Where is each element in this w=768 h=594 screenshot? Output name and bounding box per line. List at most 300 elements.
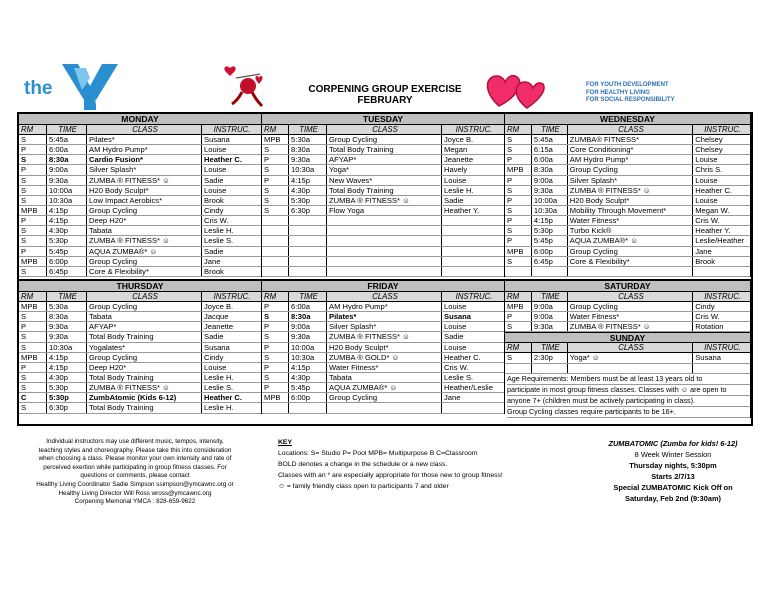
class-name: Group Cycling <box>87 353 202 362</box>
class-name: Water Fitness* <box>568 216 693 225</box>
class-name: AQUA ZUMBA®* ☺ <box>568 236 693 245</box>
class-name: Flow Yoga <box>327 206 442 215</box>
instructor: Louise <box>695 195 718 205</box>
time: 6:00p <box>289 393 327 402</box>
instructor: Jacque <box>204 312 229 322</box>
class-name: ZUMBA ® FITNESS* ☺ <box>568 186 693 195</box>
col-instructor: INSTRUC. <box>704 125 742 134</box>
empty-cell <box>289 236 327 245</box>
class-name: Deep H20* <box>87 363 202 372</box>
column-header <box>505 292 750 302</box>
instructor: Jane <box>444 393 461 403</box>
time: 10:00a <box>532 196 568 205</box>
time: 8:30a <box>289 312 327 321</box>
empty-cell <box>442 226 504 235</box>
class-row[interactable] <box>19 332 261 342</box>
time: 9:00a <box>532 176 568 185</box>
instructor: Brook <box>204 266 224 276</box>
instructor: Susana <box>204 135 230 144</box>
class-row[interactable] <box>19 226 261 236</box>
instructor: Louise <box>695 175 718 185</box>
empty-cell <box>327 247 442 256</box>
class-row[interactable] <box>262 135 504 145</box>
class-row[interactable] <box>505 206 750 216</box>
class-row[interactable] <box>505 257 750 267</box>
class-name: AFYAP* <box>87 322 202 331</box>
class-row[interactable] <box>505 302 750 312</box>
class-row[interactable] <box>262 322 504 332</box>
empty-cell <box>262 236 289 245</box>
col-class: CLASS <box>87 125 202 134</box>
col-instructor: INSTRUC. <box>213 292 251 301</box>
instructor: Louise <box>204 165 227 175</box>
col-rm: RM <box>505 343 532 352</box>
class-name: ZUMBA ® FITNESS* ☺ <box>87 176 202 185</box>
class-row[interactable] <box>505 247 750 257</box>
class-row[interactable] <box>505 176 750 186</box>
time: 4:15p <box>47 363 87 372</box>
note-line: when choosing a class. Please monitor your own intensity and rate of <box>38 455 232 463</box>
instructor: Jeanette <box>444 155 474 165</box>
class-name: Core & Flexibility* <box>87 267 202 276</box>
class-row[interactable] <box>19 363 261 373</box>
room: S <box>19 196 47 205</box>
empty-cell <box>442 247 504 256</box>
class-row[interactable] <box>19 206 261 216</box>
class-row <box>262 267 504 277</box>
class-row[interactable] <box>505 196 750 206</box>
room: S <box>19 135 47 144</box>
time: 9:00a <box>289 322 327 331</box>
instructor: Sadie <box>444 332 464 342</box>
time: 5:45a <box>532 135 568 144</box>
class-row[interactable] <box>19 267 261 277</box>
empty-cell <box>327 236 442 245</box>
time: 6:00a <box>47 145 87 154</box>
requirement-line: participate in most group fitness classes. Classes with ☺ are open to <box>507 385 750 396</box>
time: 10:00a <box>47 186 87 195</box>
instructor: Cris W. <box>204 216 229 226</box>
room: P <box>505 196 532 205</box>
class-row[interactable] <box>19 196 261 206</box>
instructor: Louise <box>444 175 467 185</box>
column-header <box>262 125 504 135</box>
class-name: ZUMBA ® FITNESS* ☺ <box>87 383 202 392</box>
day-section-friday <box>262 281 505 414</box>
instructor: Chris S. <box>695 165 723 175</box>
col-class: CLASS <box>568 343 693 352</box>
class-name: Low Impact Aerobics* <box>87 196 202 205</box>
instructor: Jane <box>204 256 221 266</box>
time: 5:30a <box>47 302 87 311</box>
class-name: AM Hydro Pump* <box>568 155 693 164</box>
class-name: Total Body Training <box>87 403 202 412</box>
class-name: Deep H20* <box>87 216 202 225</box>
room: S <box>19 373 47 382</box>
instructor: Rotation <box>695 322 724 332</box>
instructor: Sadie <box>204 332 224 342</box>
col-rm: RM <box>19 292 47 301</box>
col-instructor: INSTRUC. <box>704 343 742 353</box>
time: 6:00a <box>289 302 327 311</box>
time: 9:30a <box>47 176 87 185</box>
logo-text: the <box>24 78 53 99</box>
instructor: Cindy <box>204 352 224 362</box>
class-row[interactable] <box>19 343 261 353</box>
note-line: perceived exertion while participating in group fitness classes. For <box>43 463 227 471</box>
time: 8:30a <box>47 155 87 164</box>
room: P <box>19 145 47 154</box>
time: 5:45a <box>47 135 87 144</box>
class-row[interactable] <box>505 312 750 322</box>
class-row[interactable] <box>19 403 261 413</box>
class-row[interactable] <box>19 165 261 175</box>
empty-cell <box>327 216 442 225</box>
time: 8:30a <box>47 312 87 321</box>
instructor: Louise <box>204 185 227 195</box>
time: 4:30p <box>47 226 87 235</box>
instructor: Susana <box>695 353 721 363</box>
room: C <box>19 393 47 402</box>
requirement-line: Group Cycling classes require participants to be 16+. <box>507 407 750 418</box>
empty-cell <box>568 364 693 373</box>
time: 8:30a <box>289 145 327 154</box>
time: 9:30a <box>47 322 87 331</box>
class-row <box>505 364 750 374</box>
note-line: Healthy Living Director Will Ross wross@ymcawnc.org <box>58 489 212 497</box>
room: P <box>505 176 532 185</box>
class-name: H20 Body Sculpt* <box>327 343 442 352</box>
class-row[interactable] <box>262 373 504 383</box>
col-rm: RM <box>505 125 532 134</box>
room: MPB <box>19 206 47 215</box>
room: S <box>19 403 47 412</box>
room: P <box>505 236 532 245</box>
instructor: Sadie <box>204 175 224 185</box>
hearts-illustration <box>483 70 545 110</box>
room: S <box>505 145 532 154</box>
class-row[interactable] <box>19 216 261 226</box>
col-time: TIME <box>289 292 327 301</box>
room: P <box>19 363 47 372</box>
key-line: Classes with an * are especially appropriate for those new to group fitness! <box>278 472 503 479</box>
instructor: Susana <box>444 312 472 322</box>
empty-cell <box>289 216 327 225</box>
column-header <box>19 125 261 135</box>
time: 9:00a <box>532 312 568 321</box>
instructor: Heather C. <box>444 352 481 362</box>
class-name: Core Conditioning* <box>568 145 693 154</box>
room: S <box>505 135 532 144</box>
col-rm: RM <box>19 125 47 134</box>
note-line: questions or comments, please contact <box>80 472 190 480</box>
class-name: ZumbAtomic (Kids 6-12) <box>87 393 202 402</box>
class-name: H20 Body Sculpt* <box>87 186 202 195</box>
empty-cell <box>289 403 327 412</box>
empty-cell <box>505 267 532 276</box>
instructor: Sadie <box>444 195 464 205</box>
instructor: Sadie <box>204 246 224 256</box>
class-row[interactable] <box>19 247 261 257</box>
ymca-logo <box>22 60 122 112</box>
class-name: ZUMBA ® FITNESS* ☺ <box>327 196 442 205</box>
class-row[interactable] <box>505 226 750 236</box>
class-row[interactable] <box>505 236 750 246</box>
class-row[interactable] <box>19 135 261 145</box>
instructor: Louise <box>444 342 467 352</box>
empty-cell <box>262 216 289 225</box>
time: 9:30a <box>289 155 327 164</box>
room: P <box>19 322 47 331</box>
instructor: Louise <box>444 322 467 332</box>
column-header <box>19 292 261 302</box>
class-name: Tabata <box>327 373 442 382</box>
instructor: Joyce B. <box>444 135 474 144</box>
class-row[interactable] <box>262 165 504 175</box>
instructor: Heather C. <box>204 393 242 403</box>
time: 6:30p <box>289 206 327 215</box>
empty-cell <box>693 364 750 373</box>
day-header: SUNDAY <box>505 332 750 343</box>
room: S <box>262 373 289 382</box>
instructor: Louise <box>204 362 227 372</box>
class-row[interactable] <box>262 302 504 312</box>
class-name: Group Cycling <box>87 257 202 266</box>
room: S <box>19 155 47 164</box>
room: S <box>505 226 532 235</box>
class-row <box>262 216 504 226</box>
time: 6:00p <box>532 247 568 256</box>
class-name: ZUMBA® FITNESS* <box>568 135 693 144</box>
zumba-line: 8 Week Winter Session <box>634 450 712 459</box>
empty-cell <box>532 364 568 373</box>
class-row[interactable] <box>262 383 504 393</box>
room: S <box>262 206 289 215</box>
class-row[interactable] <box>262 353 504 363</box>
class-row[interactable] <box>19 257 261 267</box>
empty-cell <box>442 257 504 266</box>
room: S <box>19 186 47 195</box>
time: 4:30p <box>289 373 327 382</box>
class-name: Mobility Through Movement* <box>568 206 693 215</box>
col-class: CLASS <box>327 292 442 301</box>
class-row[interactable] <box>19 302 261 312</box>
room: P <box>262 363 289 372</box>
svg-text:YMCA: YMCA <box>94 100 112 106</box>
instructor: Heather C. <box>695 185 732 195</box>
class-row[interactable] <box>262 145 504 155</box>
time: 4:15p <box>532 216 568 225</box>
empty-cell <box>505 364 532 373</box>
instructor: Leslie H. <box>204 372 234 382</box>
class-row[interactable] <box>19 312 261 322</box>
class-row[interactable] <box>505 145 750 155</box>
class-name: ZUMBA ® FITNESS* ☺ <box>87 236 202 245</box>
col-time: TIME <box>532 292 568 301</box>
class-name: Water Fitness* <box>568 312 693 321</box>
instructor-note <box>28 438 242 507</box>
month-line: FEBRUARY <box>357 95 413 106</box>
instructor: Leslie S. <box>204 236 234 246</box>
empty-cell <box>442 236 504 245</box>
day-header: WEDNESDAY <box>505 114 750 125</box>
class-row[interactable] <box>262 186 504 196</box>
time: 10:30a <box>532 206 568 215</box>
class-row[interactable] <box>19 383 261 393</box>
class-name: ZUMBA ® FITNESS* ☺ <box>327 332 442 341</box>
room: MPB <box>19 353 47 362</box>
room: S <box>19 312 47 321</box>
class-name: Total Body Training <box>87 332 202 341</box>
col-class: CLASS <box>87 292 202 301</box>
col-time: TIME <box>289 125 327 134</box>
class-row[interactable] <box>19 186 261 196</box>
title-line: CORPENING GROUP EXERCISE <box>308 84 462 95</box>
room: S <box>505 186 532 195</box>
schedule-grid <box>17 112 753 426</box>
tagline-line: FOR SOCIAL RESPONSIBILITY <box>586 97 675 103</box>
requirement-line: Age Requirements: Members must be at least 13 years old to <box>507 374 750 385</box>
room: MPB <box>262 135 289 144</box>
time: 4:15p <box>289 363 327 372</box>
class-row[interactable] <box>505 322 750 332</box>
time: 2:30p <box>532 353 568 362</box>
room: MPB <box>262 393 289 402</box>
instructor: Leslie S. <box>444 372 474 382</box>
zumba-title: ZUMBATOMIC (Zumba for kids! 6-12) <box>608 439 738 448</box>
day-section-thursday <box>19 281 262 414</box>
note-line: teaching styles and choreography. Please take this into consideration <box>38 446 232 454</box>
class-row <box>505 267 750 277</box>
note-line: Individual instructors may use different music, tempos, intensity, <box>46 438 224 445</box>
empty-cell <box>289 247 327 256</box>
class-name: Turbo Kick® <box>568 226 693 235</box>
zumba-line: Special ZUMBATOMIC Kick Off on <box>613 483 733 492</box>
column-header <box>262 292 504 302</box>
tagline-line: FOR HEALTHY LIVING <box>586 89 650 96</box>
class-name: AFYAP* <box>327 155 442 164</box>
class-row[interactable] <box>262 312 504 322</box>
empty-cell <box>262 267 289 276</box>
class-row[interactable] <box>505 186 750 196</box>
class-name: Yoga* ☺ <box>568 353 693 362</box>
class-name: Yogalates* <box>87 343 202 352</box>
class-row[interactable] <box>19 176 261 186</box>
room: P <box>505 216 532 225</box>
class-name: ZUMBA ® GOLD* ☺ <box>327 353 442 362</box>
room: S <box>262 196 289 205</box>
time: 5:45p <box>532 236 568 245</box>
class-row[interactable] <box>505 155 750 165</box>
class-row[interactable] <box>262 363 504 373</box>
time: 10:30a <box>289 353 327 362</box>
instructor: Jane <box>695 246 712 256</box>
instructor: Cindy <box>204 205 224 215</box>
class-row[interactable] <box>262 332 504 342</box>
class-row[interactable] <box>262 176 504 186</box>
room: MPB <box>505 165 532 174</box>
instructor: Leslie S. <box>204 383 234 393</box>
room: S <box>262 353 289 362</box>
day-section-monday <box>19 114 262 277</box>
room: S <box>505 322 532 331</box>
class-row[interactable] <box>19 145 261 155</box>
time: 6:15a <box>532 145 568 154</box>
class-row[interactable] <box>19 393 261 403</box>
empty-cell <box>442 216 504 225</box>
time: 4:30p <box>47 373 87 382</box>
empty-cell <box>262 247 289 256</box>
class-row[interactable] <box>262 206 504 216</box>
class-row[interactable] <box>19 155 261 165</box>
time: 9:00a <box>47 165 87 174</box>
class-name: ZUMBA ® FITNESS* ☺ <box>568 322 693 331</box>
room: P <box>262 343 289 352</box>
class-name: H20 Body Sculpt* <box>568 196 693 205</box>
time: 5:45p <box>47 247 87 256</box>
room: S <box>505 353 532 362</box>
zumba-line: Thursday nights, 5:30pm <box>629 461 717 470</box>
class-name: Silver Splash* <box>568 176 693 185</box>
class-row[interactable] <box>19 236 261 246</box>
column-header <box>505 125 750 135</box>
class-row[interactable] <box>505 165 750 175</box>
empty-cell <box>532 267 568 276</box>
room: S <box>262 332 289 341</box>
room: MPB <box>505 302 532 311</box>
instructor: Megan <box>444 145 468 155</box>
col-class: CLASS <box>568 125 693 134</box>
class-row[interactable] <box>505 216 750 226</box>
room: S <box>19 176 47 185</box>
time: 5:30p <box>289 196 327 205</box>
col-time: TIME <box>532 125 568 134</box>
zumba-line: Starts 2/7/13 <box>651 472 695 481</box>
room: S <box>262 165 289 174</box>
time: 5:30p <box>47 393 87 402</box>
note-line: Healthy Living Coordinator Sadie Simpson ssimpson@ymcawnc.org or <box>36 480 234 488</box>
class-name: Silver Splash* <box>327 322 442 331</box>
room: S <box>19 343 47 352</box>
class-name: AM Hydro Pump* <box>327 302 442 311</box>
empty-cell <box>327 267 442 276</box>
instructor: Leslie H. <box>204 226 234 236</box>
class-row[interactable] <box>262 393 504 403</box>
class-row[interactable] <box>262 196 504 206</box>
class-row[interactable] <box>262 343 504 353</box>
class-row[interactable] <box>505 135 750 145</box>
col-class: CLASS <box>568 292 693 301</box>
class-row[interactable] <box>19 373 261 383</box>
class-name: Core & Flexibility* <box>568 257 693 266</box>
instructor: Chelsey <box>695 145 723 155</box>
class-row[interactable] <box>262 155 504 165</box>
class-row[interactable] <box>19 322 261 332</box>
room: S <box>262 145 289 154</box>
col-rm: RM <box>262 125 289 134</box>
empty-cell <box>289 226 327 235</box>
class-row[interactable] <box>19 353 261 363</box>
time: 10:30a <box>47 196 87 205</box>
instructor: Cris W. <box>695 312 720 322</box>
instructor: Louise <box>695 155 718 165</box>
instructor: Brook <box>695 256 716 266</box>
empty-cell <box>442 403 504 412</box>
empty-cell <box>289 267 327 276</box>
class-name: Group Cycling <box>568 165 693 174</box>
day-section-tuesday <box>262 114 505 277</box>
class-row[interactable] <box>505 353 750 363</box>
